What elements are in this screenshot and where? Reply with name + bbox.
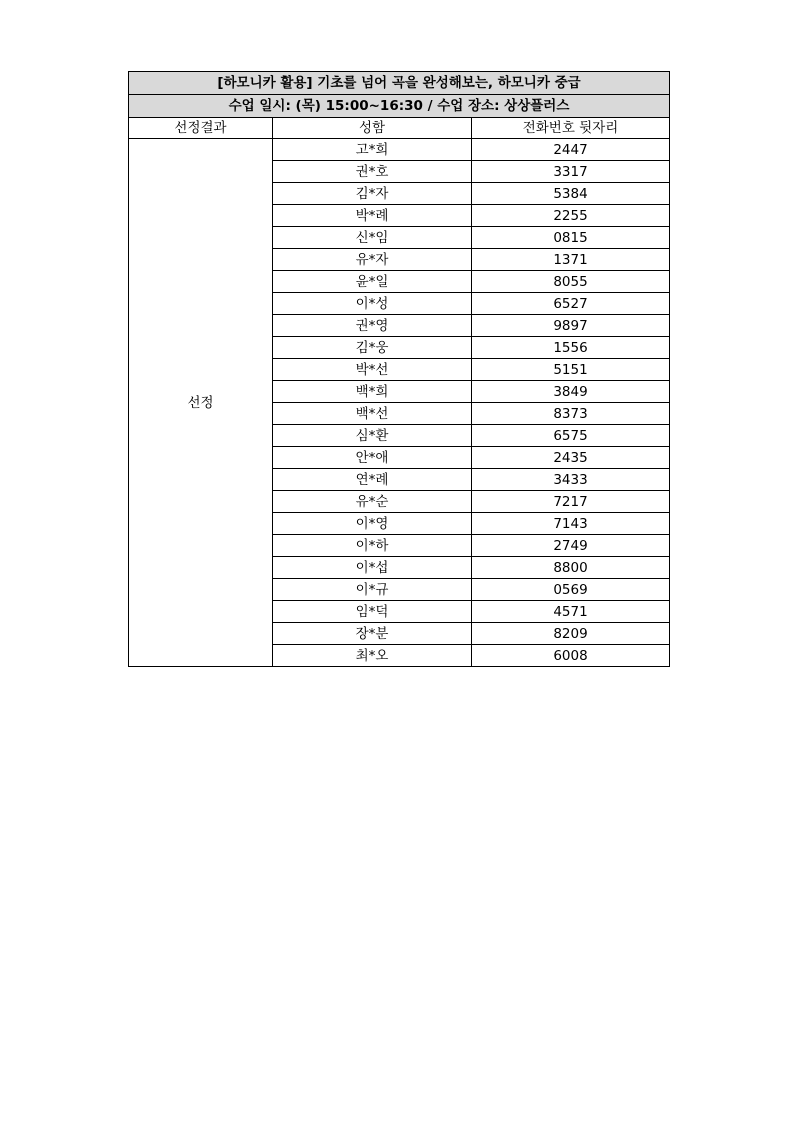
name-cell: 권*영: [273, 315, 472, 337]
phone-cell: 4571: [472, 601, 670, 623]
selection-result-cell: 선정: [129, 139, 273, 667]
phone-cell: 8209: [472, 623, 670, 645]
phone-cell: 7143: [472, 513, 670, 535]
phone-cell: 0569: [472, 579, 670, 601]
name-cell: 윤*일: [273, 271, 472, 293]
phone-cell: 8373: [472, 403, 670, 425]
name-cell: 이*하: [273, 535, 472, 557]
name-cell: 백*선: [273, 403, 472, 425]
phone-cell: 3317: [472, 161, 670, 183]
phone-cell: 3433: [472, 469, 670, 491]
document-title: [하모니카 활용] 기초를 넘어 곡을 완성해보는, 하모니카 중급: [129, 72, 670, 95]
name-cell: 고*희: [273, 139, 472, 161]
name-cell: 백*희: [273, 381, 472, 403]
name-cell: 최*오: [273, 645, 472, 667]
name-cell: 이*섭: [273, 557, 472, 579]
name-cell: 유*자: [273, 249, 472, 271]
name-cell: 박*선: [273, 359, 472, 381]
table-row: [129, 139, 670, 161]
phone-cell: 8055: [472, 271, 670, 293]
name-cell: 박*례: [273, 205, 472, 227]
subtitle-row: [129, 95, 670, 118]
name-cell: 김*자: [273, 183, 472, 205]
name-cell: 유*순: [273, 491, 472, 513]
phone-cell: 2435: [472, 447, 670, 469]
name-cell: 김*웅: [273, 337, 472, 359]
name-cell: 심*환: [273, 425, 472, 447]
column-header-phone: 전화번호 뒷자리: [472, 118, 670, 139]
phone-cell: 9897: [472, 315, 670, 337]
phone-cell: 5384: [472, 183, 670, 205]
class-info: 수업 일시: (목) 15:00~16:30 / 수업 장소: 상상플러스: [129, 95, 670, 118]
selection-table: [128, 71, 670, 667]
phone-cell: 8800: [472, 557, 670, 579]
name-cell: 이*영: [273, 513, 472, 535]
phone-cell: 6008: [472, 645, 670, 667]
phone-cell: 2255: [472, 205, 670, 227]
name-cell: 신*임: [273, 227, 472, 249]
phone-cell: 0815: [472, 227, 670, 249]
column-header-result: 선정결과: [129, 118, 273, 139]
title-row: [129, 72, 670, 95]
name-cell: 권*호: [273, 161, 472, 183]
phone-cell: 6575: [472, 425, 670, 447]
phone-cell: 1556: [472, 337, 670, 359]
column-header-name: 성함: [273, 118, 472, 139]
name-cell: 연*례: [273, 469, 472, 491]
header-row: [129, 118, 670, 139]
name-cell: 안*애: [273, 447, 472, 469]
phone-cell: 7217: [472, 491, 670, 513]
name-cell: 이*규: [273, 579, 472, 601]
name-cell: 장*분: [273, 623, 472, 645]
name-cell: 이*성: [273, 293, 472, 315]
name-cell: 임*덕: [273, 601, 472, 623]
phone-cell: 1371: [472, 249, 670, 271]
phone-cell: 2447: [472, 139, 670, 161]
phone-cell: 6527: [472, 293, 670, 315]
phone-cell: 5151: [472, 359, 670, 381]
phone-cell: 2749: [472, 535, 670, 557]
phone-cell: 3849: [472, 381, 670, 403]
